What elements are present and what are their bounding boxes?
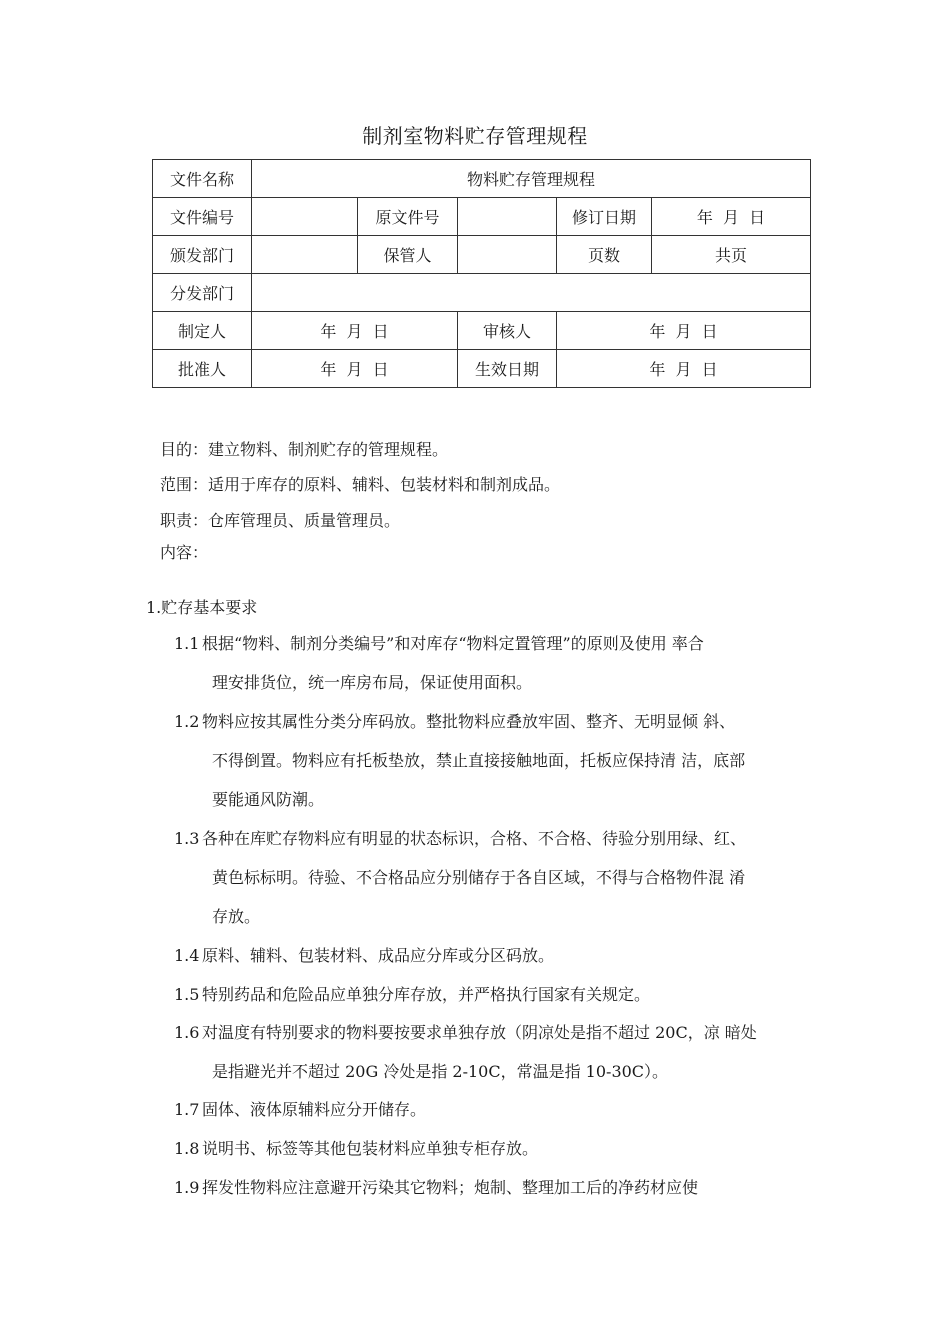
table-value: 物料贮存管理规程 xyxy=(252,160,811,198)
clause-line: 要能通风防潮。 xyxy=(212,790,325,809)
table-row xyxy=(153,160,811,198)
clause xyxy=(174,702,820,819)
clause-line: 黄色标标明。待验、不合格品应分别储存于各自区域，不得与合格物件混 淆 xyxy=(212,868,746,887)
page-title: 制剂室物料贮存管理规程 xyxy=(362,124,588,148)
table-value: 年 月 日 xyxy=(557,350,811,388)
clause-line: 原料、辅料、包装材料、成品应分库或分区码放。 xyxy=(202,946,555,965)
clause-number: 1.9 xyxy=(174,1178,200,1197)
table-row xyxy=(153,198,811,236)
table-value: 年 月 日 xyxy=(557,312,811,350)
clause-line: 理安排货位，统一库房布局，保证使用面积。 xyxy=(212,673,533,692)
duty-text: 职责：仓库管理员、质量管理员。 xyxy=(160,511,401,530)
clause-number: 1.2 xyxy=(174,712,200,731)
clause-line: 物料应按其属性分类分库码放。整批物料应叠放牢固、整齐、无明显倾 斜、 xyxy=(202,712,736,731)
table-label: 颁发部门 xyxy=(153,236,252,274)
clause-line: 各种在库贮存物料应有明显的状态标识，合格、不合格、待验分别用绿、红、 xyxy=(202,829,747,848)
clause-number: 1.8 xyxy=(174,1139,200,1158)
clause-line: 不得倒置。物料应有托板垫放，禁止直接接触地面，托板应保持清 洁，底部 xyxy=(212,751,746,770)
table-label: 审核人 xyxy=(458,312,557,350)
content-label: 内容： xyxy=(160,543,209,562)
table-label: 保管人 xyxy=(358,236,458,274)
table-value: 年 月 日 xyxy=(252,350,458,388)
table-row xyxy=(153,350,811,388)
clause-number: 1.6 xyxy=(174,1023,200,1042)
table-value: 年 月 日 xyxy=(252,312,458,350)
clause xyxy=(174,1090,820,1129)
clause-number: 1.7 xyxy=(174,1100,200,1119)
clause-number: 1.4 xyxy=(174,946,200,965)
table-label: 分发部门 xyxy=(153,274,252,312)
table-value xyxy=(458,198,557,236)
clause xyxy=(174,1129,820,1168)
table-label: 制定人 xyxy=(153,312,252,350)
clause xyxy=(174,975,820,1014)
table-value xyxy=(252,274,811,312)
table-row xyxy=(153,312,811,350)
clause-number: 1.5 xyxy=(174,985,200,1004)
clause-line: 说明书、标签等其他包装材料应单独专柜存放。 xyxy=(202,1139,539,1158)
document-info-table xyxy=(152,159,811,388)
table-label: 页数 xyxy=(557,236,652,274)
table-label: 原文件号 xyxy=(358,198,458,236)
table-label: 修订日期 xyxy=(557,198,652,236)
table-value xyxy=(252,198,358,236)
clause-line: 固体、液体原辅料应分开储存。 xyxy=(202,1100,427,1119)
table-value: 共页 xyxy=(652,236,811,274)
table-label: 文件名称 xyxy=(153,160,252,198)
table-label: 批准人 xyxy=(153,350,252,388)
purpose-text: 目的：建立物料、制剂贮存的管理规程。 xyxy=(160,440,449,459)
table-value xyxy=(458,236,557,274)
section-heading: 1.贮存基本要求 xyxy=(146,598,258,617)
clause xyxy=(174,1168,820,1207)
table-row xyxy=(153,274,811,312)
table-row xyxy=(153,236,811,274)
table-value xyxy=(252,236,358,274)
clause-line: 是指避光并不超过 20G 冷处是指 2-10C，常温是指 10-30C）。 xyxy=(212,1062,669,1081)
clause-line: 对温度有特别要求的物料要按要求单独存放（阴凉处是指不超过 20C，凉 暗处 xyxy=(202,1023,757,1042)
table-value: 年 月 日 xyxy=(652,198,811,236)
clause-line: 特别药品和危险品应单独分库存放，并严格执行国家有关规定。 xyxy=(202,985,651,1004)
clause xyxy=(174,1013,820,1091)
table-label: 生效日期 xyxy=(458,350,557,388)
clause-number: 1.1 xyxy=(174,634,200,653)
scope-text: 范围：适用于库存的原料、辅料、包装材料和制剂成品。 xyxy=(160,475,561,494)
clause-line: 根据“物料、制剂分类编号”和对库存“物料定置管理”的原则及使用 率合 xyxy=(202,634,704,653)
clause-line: 存放。 xyxy=(212,907,261,926)
clause xyxy=(174,819,820,936)
clause-number: 1.3 xyxy=(174,829,200,848)
table-label: 文件编号 xyxy=(153,198,252,236)
clause xyxy=(174,936,820,975)
clause-line: 挥发性物料应注意避开污染其它物料；炮制、整理加工后的净药材应使 xyxy=(202,1178,699,1197)
clause xyxy=(174,624,820,702)
